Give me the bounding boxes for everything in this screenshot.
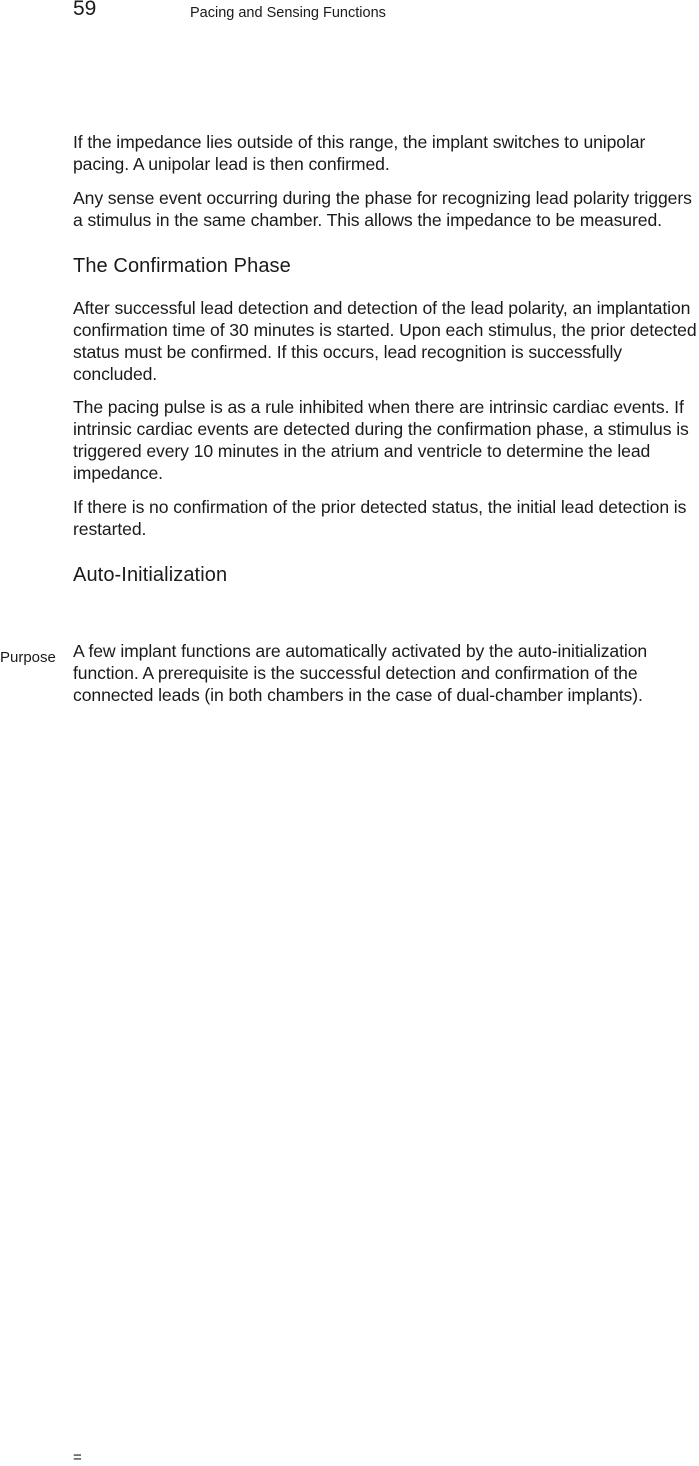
paragraph-impedance-range: If the impedance lies outside of this range, the implant switches to unipolar pacing. A unipolar lead is then confirmed. [73,132,646,174]
heading-confirmation-phase: The Confirmation Phase [73,255,291,277]
document-body [73,131,699,706]
margin-label-purpose: Purpose [0,649,56,666]
paragraph-auto-init-purpose: A few implant functions are automatically activated by the auto-initialization function. A prerequisite is the successful detection and confirmation of the connected leads (in both chambers in the case of dual-chamber implants). [73,641,648,705]
running-header: Pacing and Sensing Functions [190,5,386,21]
footer-mark: = [73,1449,82,1466]
page-number: 59 [73,0,97,20]
paragraph-sense-event: Any sense event occurring during the phase for recognizing lead polarity triggers a stimulus in the same chamber. This allows the impedance to be measured. [73,188,692,230]
paragraph-confirmation-time: After successful lead detection and detection of the lead polarity, an implantation confirmation time of 30 minutes is started. Upon each stimulus, the prior detected status must be confirmed. If this occurs, lead recognition is successfully concluded. [73,298,697,384]
paragraph-no-confirmation: If there is no confirmation of the prior detected status, the initial lead detection is restarted. [73,497,687,539]
heading-auto-initialization: Auto-Initialization [73,564,228,586]
paragraph-pacing-pulse: The pacing pulse is as a rule inhibited when there are intrinsic cardiac events. If intrinsic cardiac events are detected during the confirmation phase, a stimulus is triggered every 10 minutes in the atrium and ventricle to determine the lead impedance. [73,397,689,483]
